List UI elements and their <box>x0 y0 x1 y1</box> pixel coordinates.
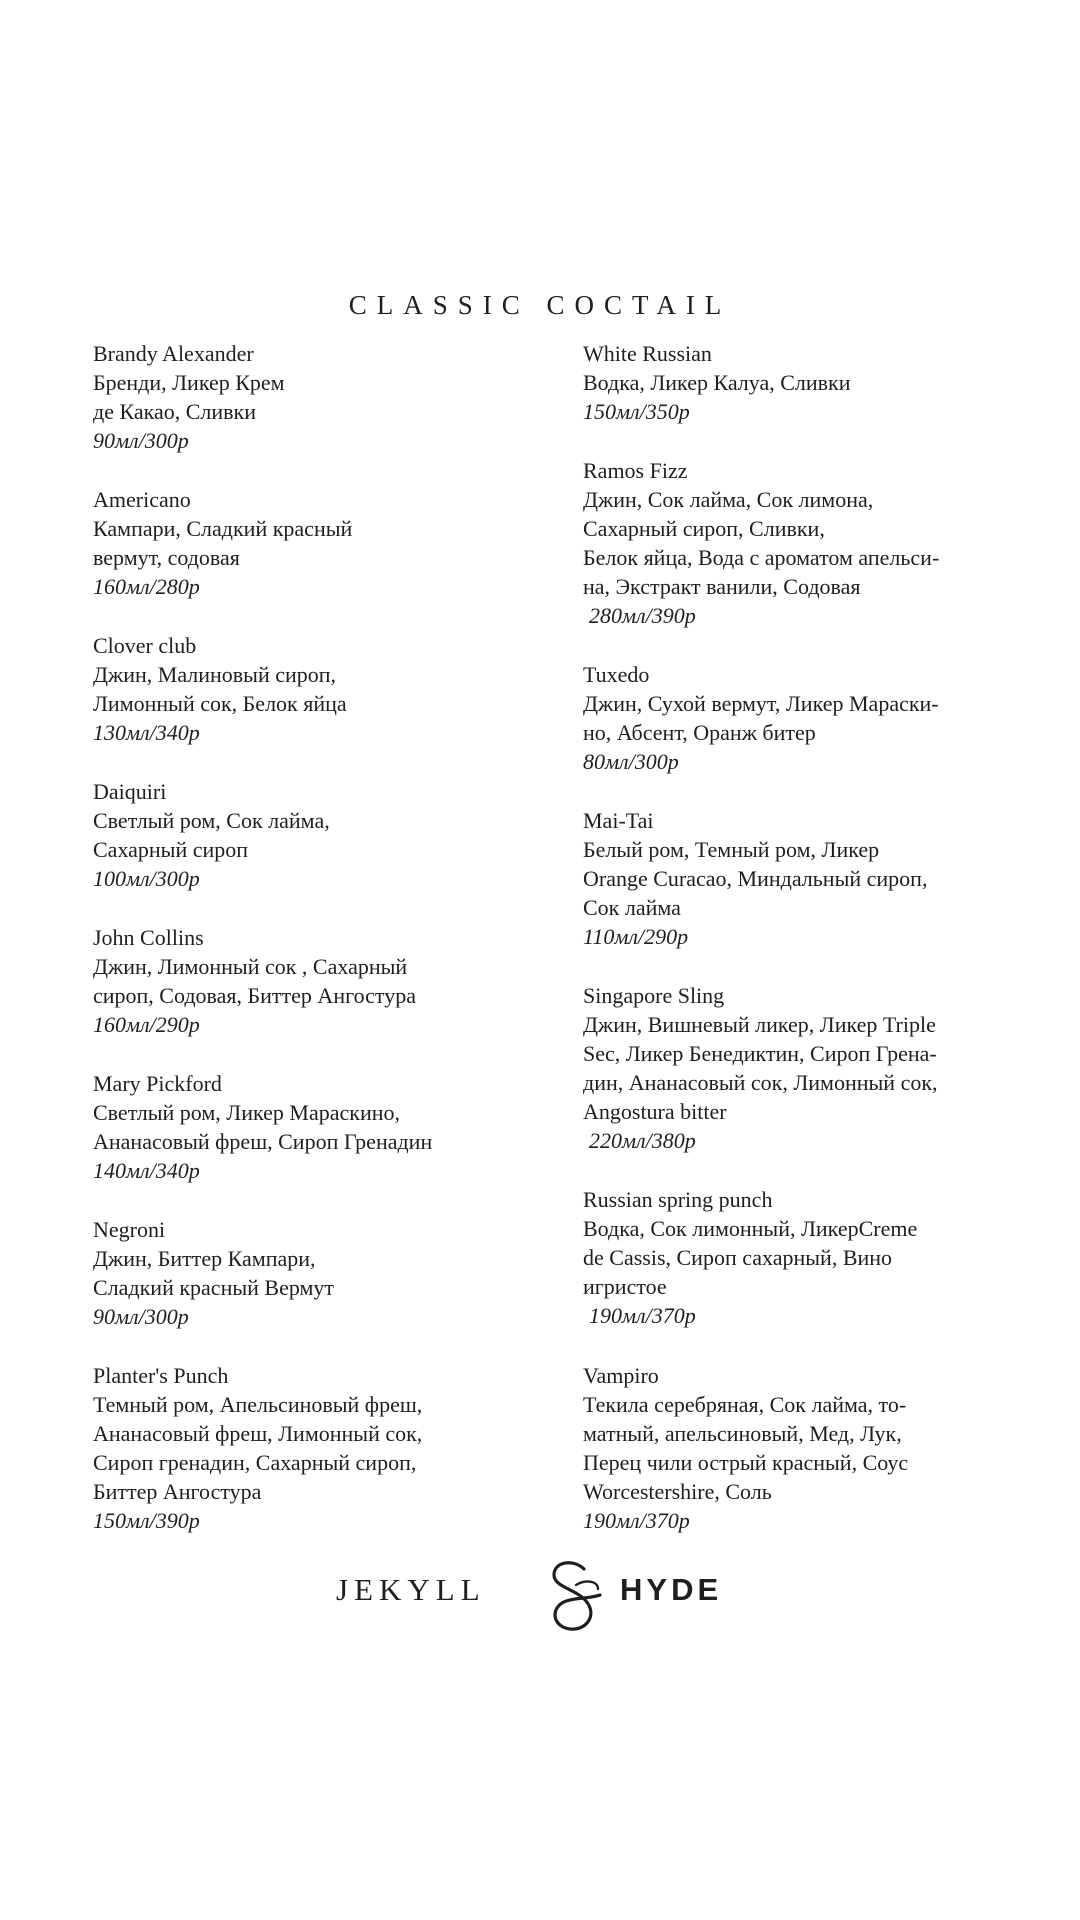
item-description: Джин, Малиновый сироп, Лимонный сок, Белок яйца <box>93 662 347 716</box>
item-name: Tuxedo <box>583 662 650 687</box>
item-price: 140мл/340р <box>93 1158 200 1183</box>
item-price: 80мл/300р <box>583 749 679 774</box>
menu-item-negroni <box>93 1215 334 1331</box>
item-description: Джин, Вишневый ликер, Ликер Triple Sec, Ликер Бенедиктин, Сироп Грена- дин, Ананасовый сок, Лимонный сок, Angostura bitter <box>583 1012 938 1124</box>
item-name: Clover club <box>93 633 197 658</box>
menu-item-americano <box>93 485 352 601</box>
item-name: Mary Pickford <box>93 1071 222 1096</box>
item-price: 220мл/380р <box>589 1128 696 1153</box>
item-description: Текила серебряная, Сок лайма, то- матный, апельсиновый, Мед, Лук, Перец чили острый красный, Соус Worcestershire, Соль <box>583 1392 909 1504</box>
item-price: 190мл/370р <box>583 1508 690 1533</box>
logo-text-hyde: HYDE <box>620 1572 723 1607</box>
item-name: Daiquiri <box>93 779 167 804</box>
item-price: 110мл/290р <box>583 924 689 949</box>
item-description: Темный ром, Апельсиновый фреш, Ананасовый фреш, Лимонный сок, Сироп гренадин, Сахарный сироп, Биттер Ангостура <box>93 1392 423 1504</box>
item-name: Vampiro <box>583 1363 659 1388</box>
menu-item-mary-pickford <box>93 1069 432 1185</box>
item-price: 150мл/390р <box>93 1508 200 1533</box>
menu-item-john-collins <box>93 923 416 1039</box>
item-description: Кампари, Сладкий красный вермут, содовая <box>93 516 353 570</box>
item-name: Mai-Tai <box>583 808 654 833</box>
item-price: 190мл/370р <box>589 1303 696 1328</box>
item-name: Americano <box>93 487 191 512</box>
item-description: Водка, Ликер Калуа, Сливки <box>583 370 851 395</box>
menu-item-brandy-alexander <box>93 339 285 455</box>
item-price: 280мл/390р <box>589 603 696 628</box>
menu-item-mai-tai <box>583 806 927 951</box>
item-name: White Russian <box>583 341 712 366</box>
item-description: Белый ром, Темный ром, Ликер Orange Curacao, Миндальный сироп, Сок лайма <box>583 837 928 920</box>
item-price: 160мл/280р <box>93 574 200 599</box>
item-price: 160мл/290р <box>93 1012 200 1037</box>
item-price: 100мл/300р <box>93 866 200 891</box>
item-name: Russian spring punch <box>583 1187 773 1212</box>
menu-item-ramos-fizz <box>583 456 939 630</box>
item-price: 150мл/350р <box>583 399 690 424</box>
menu-item-planters-punch <box>93 1361 422 1535</box>
menu-item-white-russian <box>583 339 851 426</box>
item-description: Джин, Биттер Кампари, Сладкий красный Вермут <box>93 1246 335 1300</box>
item-name: Negroni <box>93 1217 166 1242</box>
menu-item-tuxedo <box>583 660 939 776</box>
item-price: 90мл/300р <box>93 1304 189 1329</box>
item-description: Джин, Сок лайма, Сок лимона, Сахарный сироп, Сливки, Белок яйца, Вода с ароматом апельси- на, Экстракт ванили, Содовая <box>583 487 940 599</box>
item-description: Светлый ром, Ликер Мараскино, Ананасовый фреш, Сироп Гренадин <box>93 1100 433 1154</box>
item-name: Singapore Sling <box>583 983 725 1008</box>
brand-logo <box>0 1555 1080 1635</box>
item-description: Джин, Сухой вермут, Ликер Мараски- но, Абсент, Оранж битер <box>583 691 939 745</box>
item-name: Brandy Alexander <box>93 341 254 366</box>
logo-text-jekyll: JEKYLL <box>336 1572 486 1607</box>
menu-title: CLASSIC COCTAIL <box>348 290 732 320</box>
item-description: Водка, Сок лимонный, ЛикерCreme de Cassis, Сироп сахарный, Вино игристое <box>583 1216 918 1299</box>
menu-item-clover-club <box>93 631 347 747</box>
item-name: Planter's Punch <box>93 1363 229 1388</box>
item-description: Бренди, Ликер Крем де Какао, Сливки <box>93 370 285 424</box>
item-name: John Collins <box>93 925 204 950</box>
item-price: 130мл/340р <box>93 720 200 745</box>
ampersand-icon <box>540 1555 610 1635</box>
item-description: Джин, Лимонный сок , Сахарный сироп, Содовая, Биттер Ангостура <box>93 954 416 1008</box>
menu-item-daiquiri <box>93 777 330 893</box>
item-price: 90мл/300р <box>93 428 189 453</box>
menu-item-russian-spring-punch <box>583 1185 917 1330</box>
menu-item-singapore-sling <box>583 981 938 1155</box>
item-description: Светлый ром, Сок лайма, Сахарный сироп <box>93 808 330 862</box>
item-name: Ramos Fizz <box>583 458 688 483</box>
menu-item-vampiro <box>583 1361 908 1535</box>
